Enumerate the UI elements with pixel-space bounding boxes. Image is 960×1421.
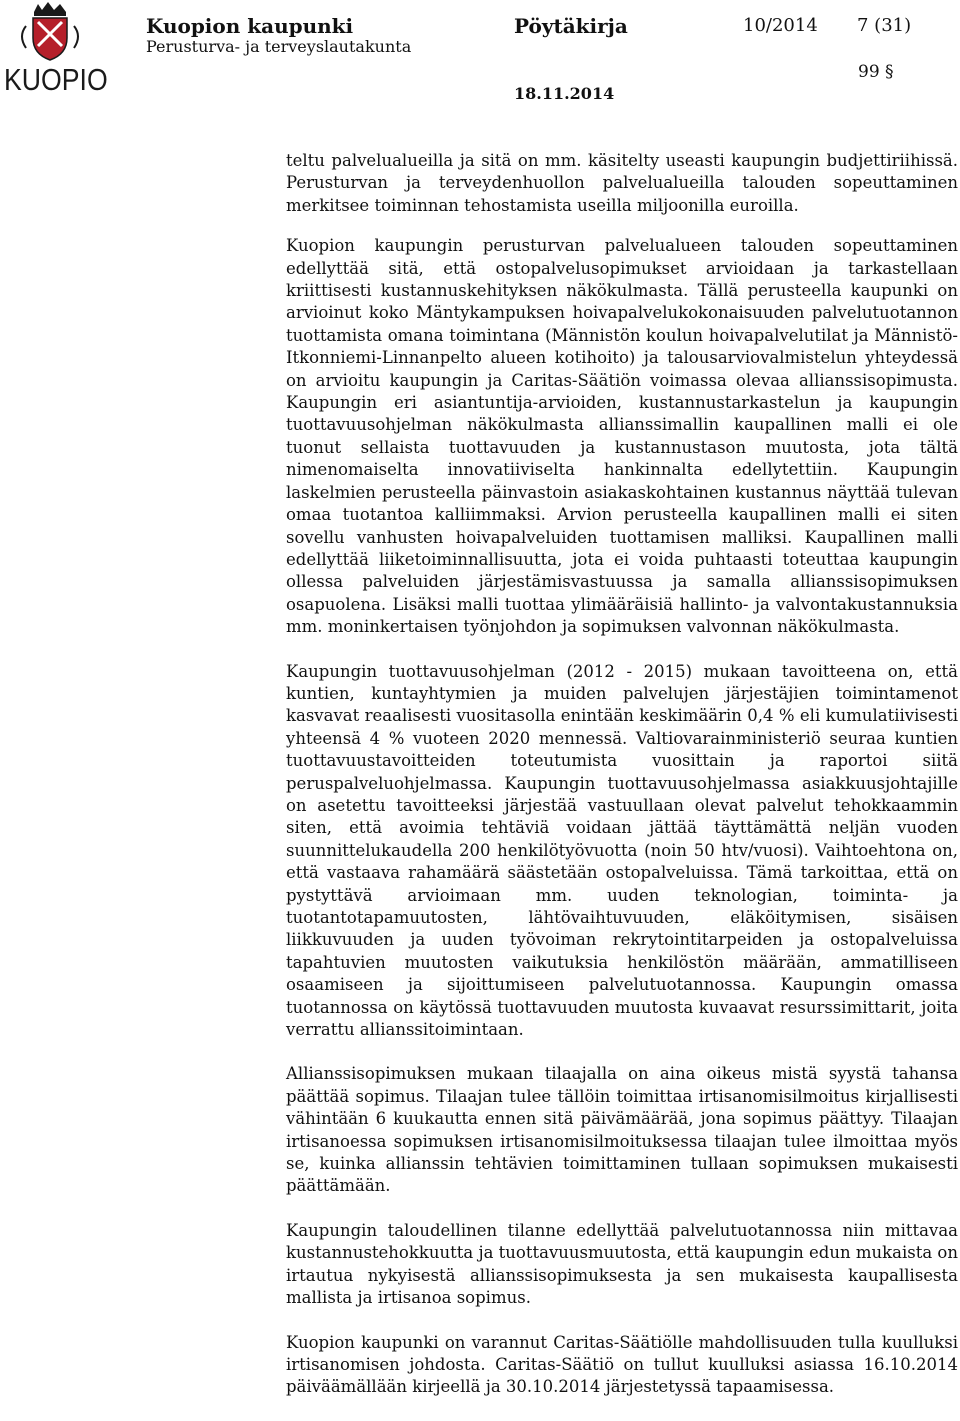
organization-name: Kuopion kaupunki — [146, 14, 354, 38]
paragraph: teltu palvelualueilla ja sitä on mm. käsitelty useasti kaupungin budjettiriihissä. Perusturvan ja terveydenhuollon palvelualueilla talouden sopeuttaminen merkitsee toiminnan tehostamista useilla miljoonilla euroilla. — [286, 151, 958, 215]
page-number: 7 (31) — [857, 15, 912, 36]
paragraph: Kuopion kaupunki on varannut Caritas-Säätiölle mahdollisuuden tulla kuulluksi irtisanomisen johdosta. Caritas-Säätiö on tullut kuulluksi asiassa 16.10.2014 päiväämällään kirjeellä ja 30.10.2014 järjestetyssä tapaamisessa. — [286, 1332, 958, 1397]
meeting-number: 10/2014 — [743, 15, 818, 36]
board-name: Perusturva- ja terveyslautakunta — [146, 37, 412, 56]
document-type: Pöytäkirja — [514, 14, 628, 38]
paragraph: Kaupungin taloudellinen tilanne edellyttää palvelutuotannossa niin mittavaa kustannustehokkuutta ja tuottavuusmuutosta, että kaupungin edun mukaista on irtautua nykyisestä allianssisopimuksesta ja sen mukaisesta kaupallisesta mallista ja irtisanoa sopimus. — [286, 1220, 958, 1308]
paragraph: Kaupungin tuottavuusohjelman (2012 - 2015) mukaan tavoitteena on, että kuntien, kuntayhtymien ja muiden palvelujen järjestäjien toimintamenot kasvavat reaalisesti vuositasolla enintään keskimäärin 0,4 % eli kumulatiivisesti yhteensä 4 % vuoteen 2020 mennessä. Valtiovarainministeriö seuraa kuntien tuottavuustavoitteiden toteutumista vuosittain ja raportoi siitä peruspalveluohjelmassa. Kaupungin tuottavuusohjelmassa asiakkuusjohtajille on asetettu tavoitteeksi järjestää vastuullaan olevat palvelut tehokkaammin siten, että avoimia tehtäviä voidaan jättää täyttämättä neljän vuoden suunnittelukaudella 200 henkilötyövuotta (noin 50 htv/vuosi). Vaihtoehtona on, että vastaava rahamäärä säästetään ostopalveluissa. Tämä tarkoittaa, että on pystyttävä arvioimaan mm. uuden teknologian, toiminta- ja tuotantotapamuutosten, lähtövaihtuvuuden, eläköitymisen, sisäisen liikkuvuuden ja uuden työvoiman rekrytointitarpeiden ja ostopalveluissa tapahtuvien muutosten vaikutuksia henkilöstön määrään, ammatilliseen osaamiseen ja sijoittumiseen palvelutuotannossa. Kaupungin omassa tuotannossa on käytössä tuottavuuden muutosta kuvaavat resurssimittarit, joita verrattu allianssitoimintaan. — [286, 661, 958, 1040]
kuopio-logo — [4, 2, 108, 97]
coat-of-arms-icon — [4, 2, 100, 64]
paragraph: Kuopion kaupungin perusturvan palvelualueen talouden sopeuttaminen edellyttää sitä, että ostopalvelusopimukset arvioidaan ja tarkastellaan kriittisesti kustannuskehityksen näkökulmasta. Tällä perusteella kaupunki on arvioinut koko Mäntykampuksen hoivapalvelukokonaisuuden palvelutuotannon tuottamista omana toimintana (Männistön koulun hoivapalvelutilat ja Männistö-Itkonniemi-Linnanpelto alueen kotihoito) ja talousarviovalmistelun yhteydessä on arvioitu kaupungin ja Caritas-Säätiön voimassa olevaa allianssisopimusta. Kaupungin eri asiantuntija-arvioiden, kustannustarkastelun ja kaupungin tuottavuusohjelman näkökulmasta allianssimallin kaupallinen malli ei ole tuonut sellaista tuottavuuden ja kustannustason muutosta, jota tältä nimenomaiselta innovatiiviselta hankinnalta edellytettiin. Kaupungin laskelmien perusteella päinvastoin asiakaskohtainen kustannus näyttää tulevan omaa tuotantoa kalliimmaksi. Arvion perusteella kaupallinen malli ei siten sovellu vanhusten hoivapalveluiden tuottamisen malliksi. Kaupallinen malli edellyttää liiketoiminnallisuutta, jota ei voida puhtaasti toteuttaa kaupungin ollessa palveluiden järjestämisvastuussa ja samalla allianssisopimuksen osapuolena. Lisäksi malli tuottaa ylimääräisiä hallinto- ja valvontakustannuksia mm. moninkertaisen työnjohdon ja sopimuksen valvonnan näkökulmasta. — [286, 236, 958, 637]
logo-wordmark: KUOPIO — [4, 62, 108, 97]
section-number: 99 § — [858, 62, 894, 82]
paragraph: Allianssisopimuksen mukaan tilaajalla on aina oikeus mistä syystä tahansa päättää sopimus. Tilaajan tulee tällöin toimittaa irtisanomisilmoitus kirjallisesti vähintään 6 kuukautta ennen sitä päivämäärää, jona sopimus päättyy. Tilaajan irtisanoessa sopimuksen irtisanomisilmoituksessa tilaajan tulee ilmoittaa myös se, kuinka allianssin tehtävien toimittaminen tullaan sopimuksen mukaisesti päättämään. — [286, 1064, 958, 1196]
meeting-date: 18.11.2014 — [514, 84, 615, 103]
document-body — [286, 150, 958, 1421]
